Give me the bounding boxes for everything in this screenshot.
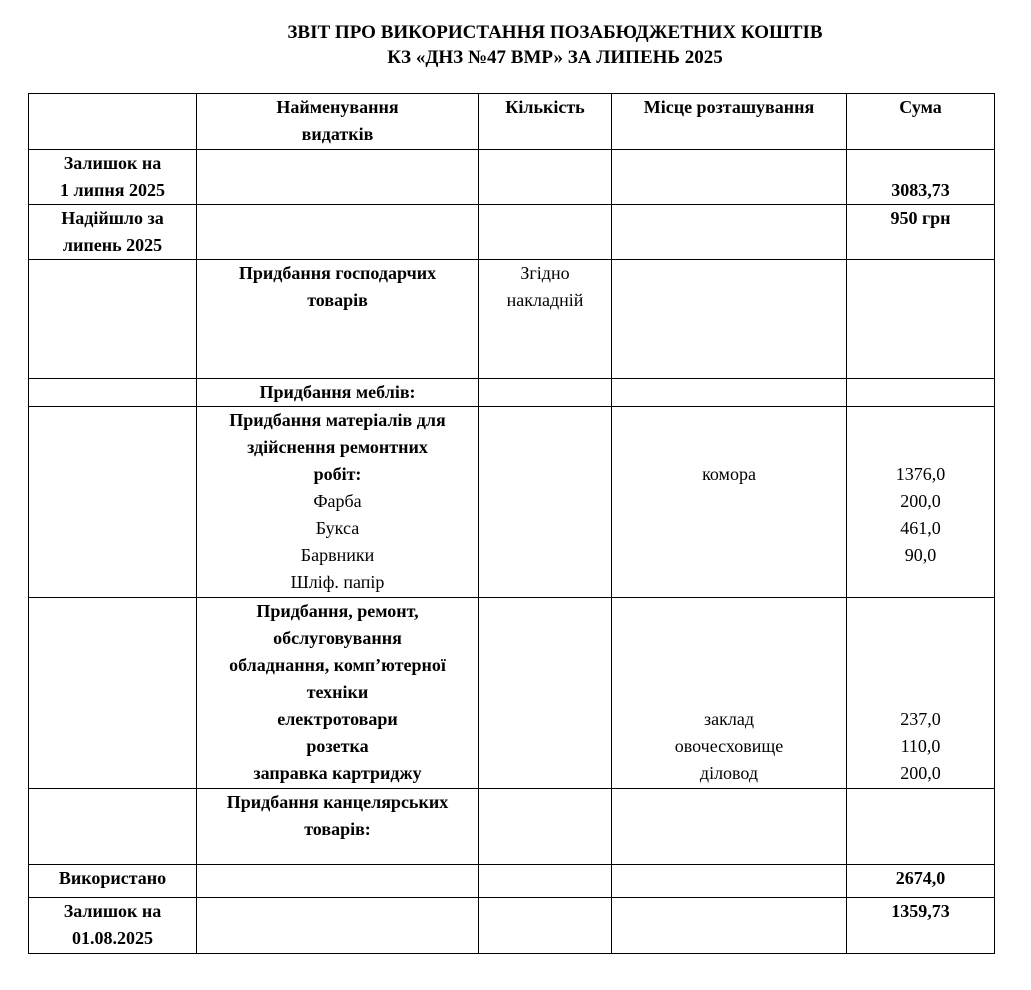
repair-sum-total: 1376,0 bbox=[895, 464, 946, 484]
equipment-sums bbox=[847, 598, 995, 789]
received-name-cell bbox=[197, 205, 479, 260]
balance-start-label bbox=[29, 150, 197, 205]
received-location-cell bbox=[612, 205, 847, 260]
stationery-name-line-2: товарів: bbox=[304, 819, 371, 839]
expenses-table bbox=[28, 93, 995, 954]
received-label bbox=[29, 205, 197, 260]
furniture-name: Придбання меблів: bbox=[197, 379, 479, 407]
equipment-name-line-2: обслуговування bbox=[273, 628, 402, 648]
repair-item-sandpaper: Шліф. папір bbox=[290, 572, 385, 592]
balance-start-location-cell bbox=[612, 150, 847, 205]
received-label-line-2: липень 2025 bbox=[62, 235, 163, 255]
household-sum-cell bbox=[847, 260, 995, 379]
equipment-name-line-1: Придбання, ремонт, bbox=[256, 601, 419, 621]
balance-end-sum: 1359,73 bbox=[847, 898, 995, 954]
household-label-cell bbox=[29, 260, 197, 379]
equipment-locations bbox=[612, 598, 847, 789]
stationery-label-cell bbox=[29, 789, 197, 865]
household-qty-line-2: накладній bbox=[506, 290, 584, 310]
table-row-furniture bbox=[29, 379, 995, 407]
used-location-cell bbox=[612, 865, 847, 898]
table-row-received bbox=[29, 205, 995, 260]
stationery-name-line-1: Придбання канцелярських bbox=[226, 792, 449, 812]
table-row-repair-materials bbox=[29, 407, 995, 598]
header-sum: Сума bbox=[847, 94, 995, 150]
table-row-equipment bbox=[29, 598, 995, 789]
received-qty-cell bbox=[479, 205, 612, 260]
household-qty-line-1: Згідно bbox=[520, 263, 570, 283]
report-title-line-1: ЗВІТ ПРО ВИКОРИСТАННЯ ПОЗАБЮДЖЕТНИХ КОШТІВ bbox=[287, 22, 823, 43]
equipment-sum-electrical: 237,0 bbox=[900, 709, 941, 729]
furniture-location-cell bbox=[612, 379, 847, 407]
repair-item-bushing: Букса bbox=[315, 518, 360, 538]
header-name-line-2: видатків bbox=[301, 124, 374, 144]
table-row-used bbox=[29, 865, 995, 898]
table-row-stationery bbox=[29, 789, 995, 865]
received-sum: 950 грн bbox=[847, 205, 995, 260]
household-name-line-1: Придбання господарчих bbox=[238, 263, 437, 283]
balance-start-label-line-1: Залишок на bbox=[63, 153, 162, 173]
balance-end-qty-cell bbox=[479, 898, 612, 954]
stationery-location-cell bbox=[612, 789, 847, 865]
balance-start-label-line-2: 1 липня 2025 bbox=[60, 180, 165, 200]
equipment-item-electrical: електротовари bbox=[277, 709, 398, 729]
equipment-location-vegetable-store: овочесховище bbox=[674, 736, 784, 756]
balance-start-sum: 3083,73 bbox=[847, 150, 995, 205]
balance-start-name-cell bbox=[197, 150, 479, 205]
repair-name-line-2: здійснення ремонтних bbox=[247, 437, 428, 457]
furniture-label-cell bbox=[29, 379, 197, 407]
equipment-name-line-4: техніки bbox=[306, 682, 369, 702]
equipment-qty-cell bbox=[479, 598, 612, 789]
repair-item-dyes: Барвники bbox=[300, 545, 375, 565]
balance-end-label-line-2: 01.08.2025 bbox=[72, 928, 153, 948]
used-sum: 2674,0 bbox=[847, 865, 995, 898]
furniture-qty-cell bbox=[479, 379, 612, 407]
used-label: Використано bbox=[29, 865, 197, 898]
report-title-line-2: КЗ «ДНЗ №47 ВМР» ЗА ЛИПЕНЬ 2025 bbox=[387, 47, 723, 68]
balance-end-name-cell bbox=[197, 898, 479, 954]
header-row bbox=[29, 94, 995, 150]
repair-name bbox=[197, 407, 479, 598]
header-location: Місце розташування bbox=[612, 94, 847, 150]
household-qty bbox=[479, 260, 612, 379]
repair-sum-paint: 200,0 bbox=[900, 491, 941, 511]
furniture-sum-cell bbox=[847, 379, 995, 407]
repair-location-storeroom: комора bbox=[702, 464, 756, 484]
used-qty-cell bbox=[479, 865, 612, 898]
equipment-name-line-3: обладнання, комп’ютерної bbox=[229, 655, 446, 675]
equipment-location-institution: заклад bbox=[704, 709, 754, 729]
table-row-household bbox=[29, 260, 995, 379]
repair-label-cell bbox=[29, 407, 197, 598]
received-label-line-1: Надійшло за bbox=[61, 208, 164, 228]
equipment-name bbox=[197, 598, 479, 789]
stationery-qty-cell bbox=[479, 789, 612, 865]
table-row-balance-end bbox=[29, 898, 995, 954]
table-row-balance-start bbox=[29, 150, 995, 205]
repair-item-paint: Фарба bbox=[313, 491, 362, 511]
repair-location bbox=[612, 407, 847, 598]
equipment-item-socket: розетка bbox=[306, 736, 369, 756]
balance-end-label-line-1: Залишок на bbox=[63, 901, 162, 921]
repair-sum-bushing: 461,0 bbox=[900, 518, 941, 538]
equipment-sum-socket: 110,0 bbox=[900, 736, 941, 756]
balance-end-location-cell bbox=[612, 898, 847, 954]
stationery-name bbox=[197, 789, 479, 865]
header-name-line-1: Найменування bbox=[276, 97, 399, 117]
stationery-sum-cell bbox=[847, 789, 995, 865]
repair-sum-dyes: 90,0 bbox=[904, 545, 937, 565]
equipment-sum-cartridge: 200,0 bbox=[900, 763, 941, 783]
header-name bbox=[197, 94, 479, 150]
repair-qty-cell bbox=[479, 407, 612, 598]
header-empty-cell bbox=[29, 94, 197, 150]
household-name-line-2: товарів bbox=[307, 290, 368, 310]
equipment-location-clerk: діловод bbox=[699, 763, 759, 783]
balance-end-label bbox=[29, 898, 197, 954]
household-location-cell bbox=[612, 260, 847, 379]
used-name-cell bbox=[197, 865, 479, 898]
repair-name-line-1: Придбання матеріалів для bbox=[229, 410, 446, 430]
repair-name-line-3: робіт: bbox=[313, 464, 362, 484]
equipment-item-cartridge: заправка картриджу bbox=[253, 763, 422, 783]
household-name bbox=[197, 260, 479, 379]
equipment-label-cell bbox=[29, 598, 197, 789]
header-quantity: Кількість bbox=[479, 94, 612, 150]
report-title bbox=[0, 20, 1031, 70]
balance-start-qty-cell bbox=[479, 150, 612, 205]
repair-sums bbox=[847, 407, 995, 598]
